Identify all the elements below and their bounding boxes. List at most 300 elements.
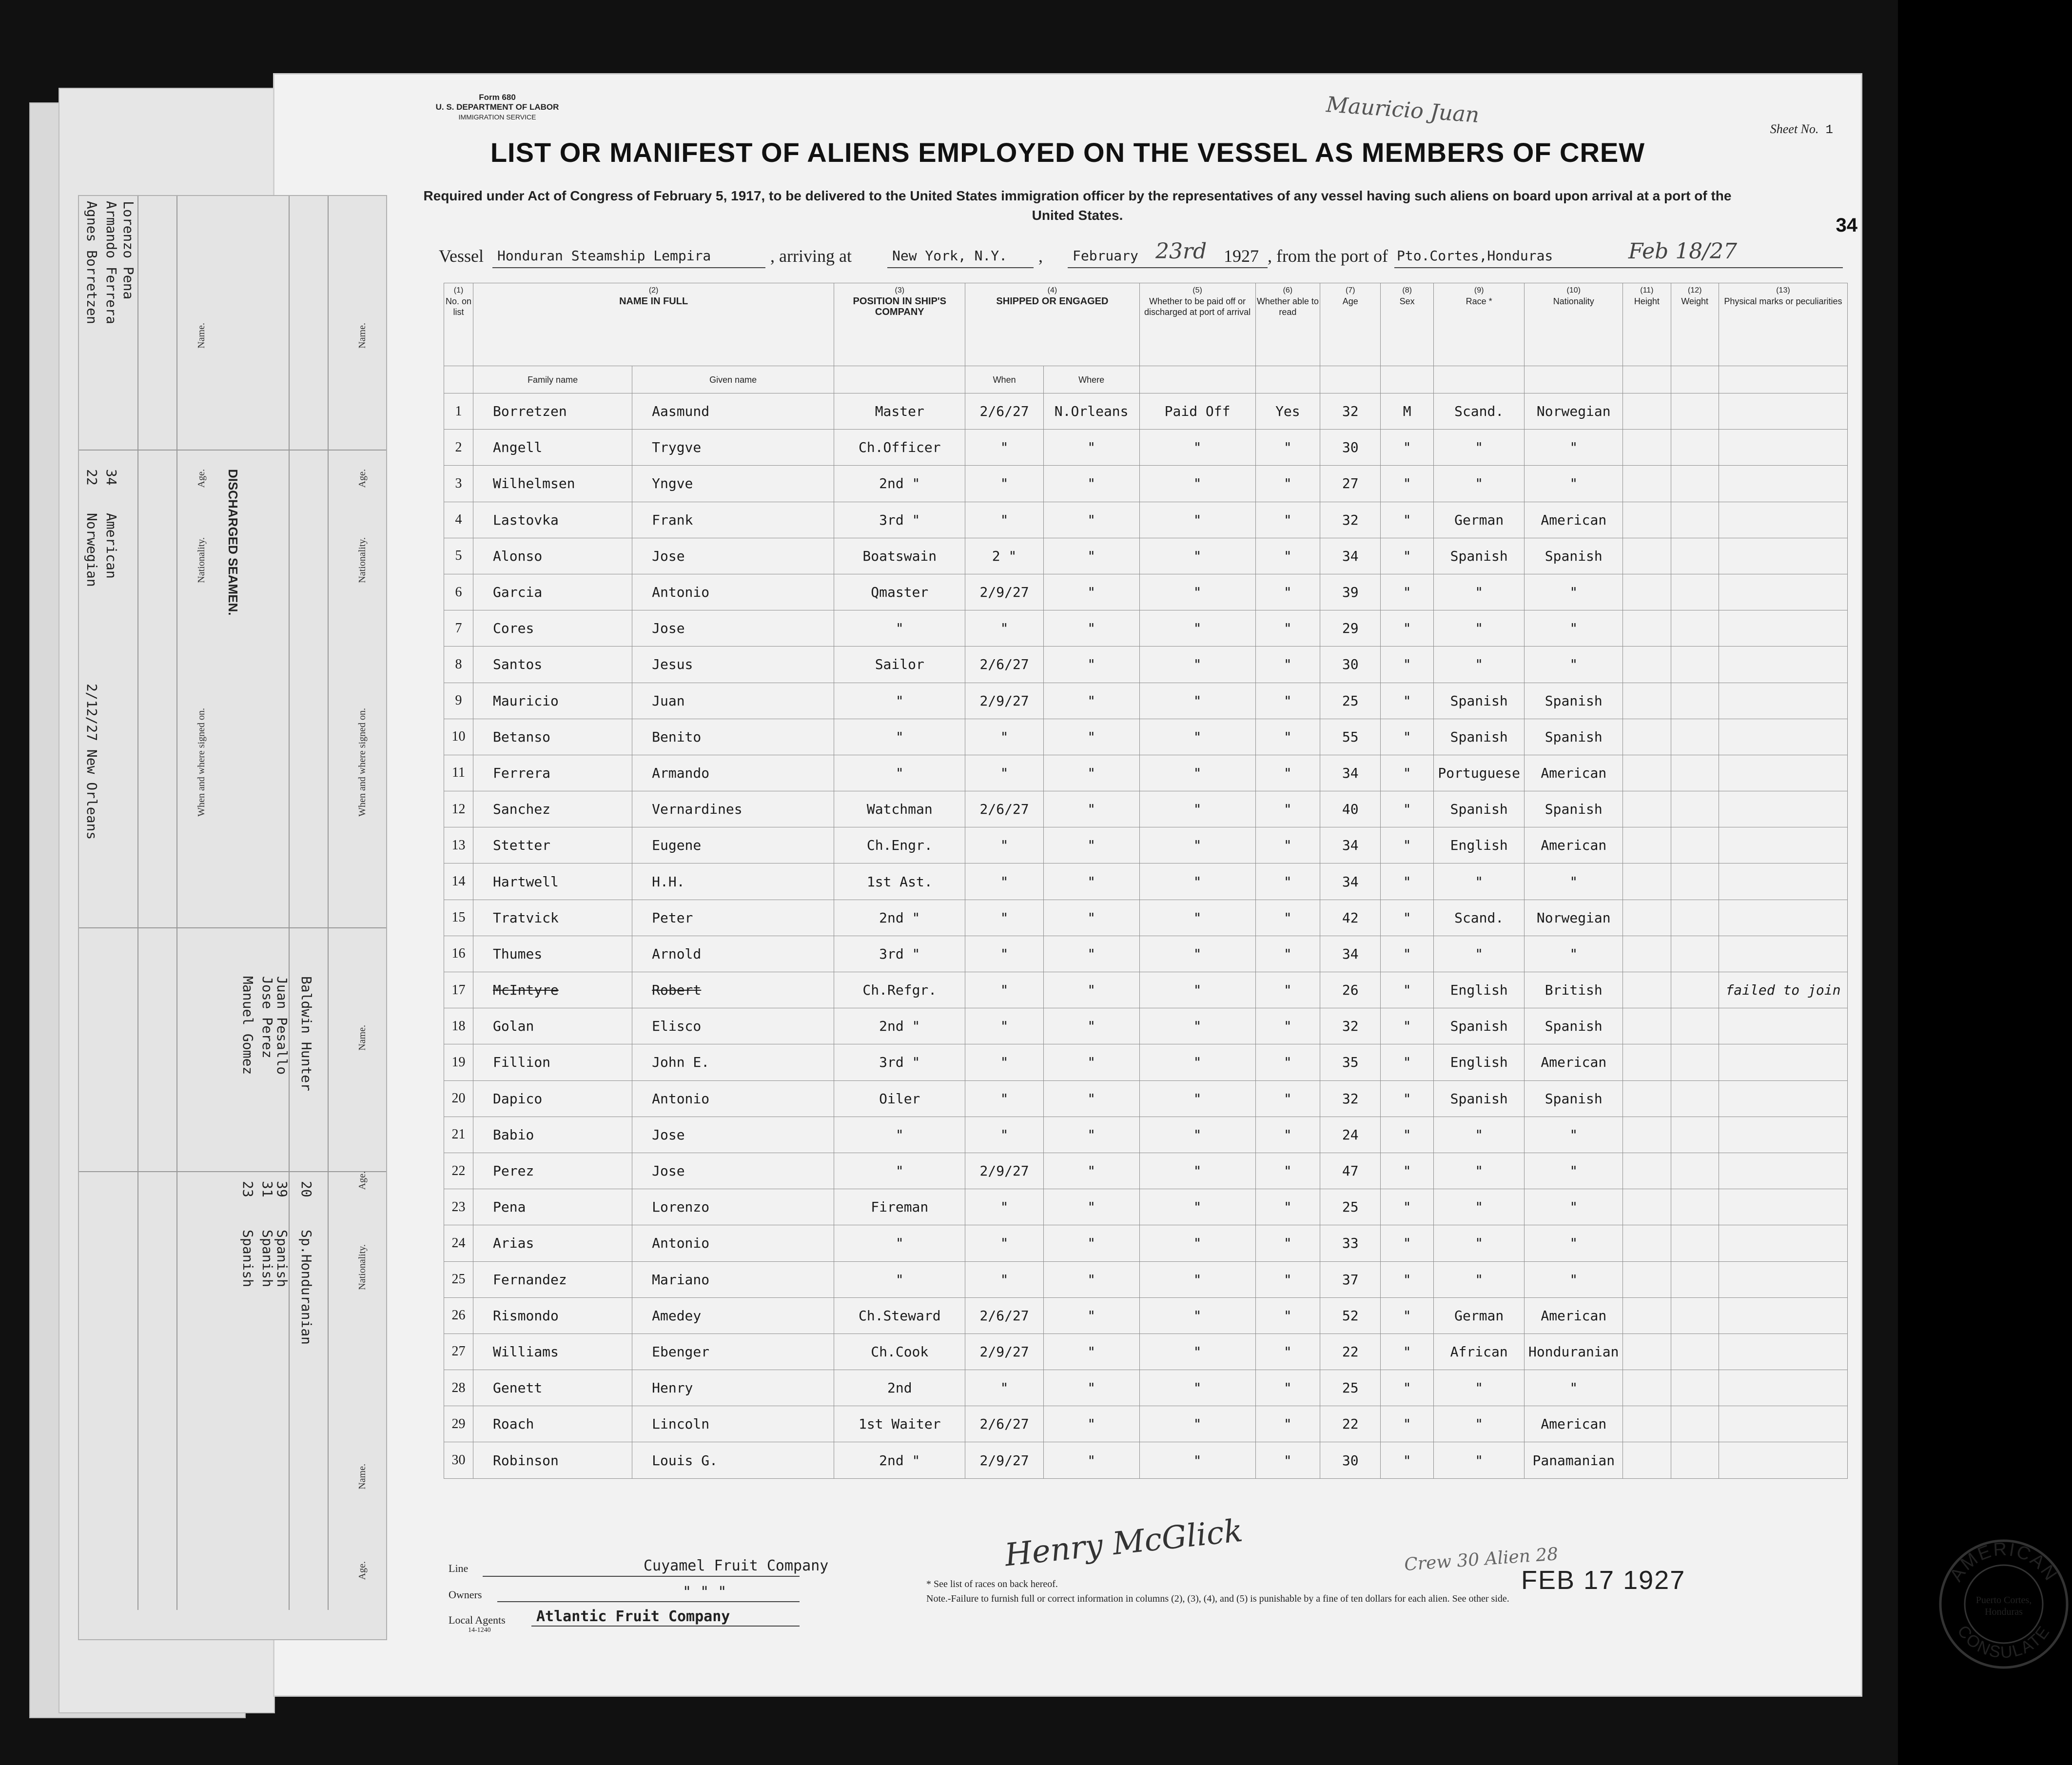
family-name: Ferrera <box>473 755 632 791</box>
sex: " <box>1381 936 1434 972</box>
row-number: 10 <box>444 719 473 755</box>
shipped-when: " <box>965 610 1043 647</box>
shipped-when: 2/9/27 <box>965 1153 1043 1189</box>
age: 25 <box>1320 1189 1381 1225</box>
weight <box>1671 1406 1719 1442</box>
shipped-when: " <box>965 1261 1043 1297</box>
row-number: 15 <box>444 900 473 936</box>
top-handwriting: Mauricio Juan <box>1325 92 1480 128</box>
arriving-label: , arriving at <box>770 246 852 266</box>
paid-off: Paid Off <box>1139 393 1255 430</box>
position: Qmaster <box>834 574 965 610</box>
physical-marks <box>1719 647 1847 683</box>
able-to-read: " <box>1255 1406 1320 1442</box>
shipped-when: " <box>965 1370 1043 1406</box>
height <box>1623 683 1671 719</box>
weight <box>1671 791 1719 827</box>
slip-top-age: 34 <box>103 469 119 486</box>
physical-marks <box>1719 1153 1847 1189</box>
position: Sailor <box>834 647 965 683</box>
given-name: Jose <box>632 610 834 647</box>
race: Spanish <box>1434 791 1525 827</box>
age: 32 <box>1320 1080 1381 1117</box>
age: 47 <box>1320 1153 1381 1189</box>
nationality: Spanish <box>1525 683 1623 719</box>
age: 37 <box>1320 1261 1381 1297</box>
age: 24 <box>1320 1117 1381 1153</box>
shipped-when: 2/6/27 <box>965 791 1043 827</box>
shipped-where: " <box>1043 430 1139 466</box>
family-name: Sanchez <box>473 791 632 827</box>
race: Spanish <box>1434 683 1525 719</box>
crew-table <box>444 283 1848 1479</box>
age: 55 <box>1320 719 1381 755</box>
race: " <box>1434 863 1525 900</box>
sub-header-blank <box>1623 366 1671 393</box>
slip-top-nationality: American <box>103 513 119 579</box>
family-name: Mauricio <box>473 683 632 719</box>
slip-col-nationality: Nationality. <box>357 537 368 583</box>
shipped-when: " <box>965 827 1043 863</box>
row-number: 12 <box>444 791 473 827</box>
nationality: American <box>1525 755 1623 791</box>
able-to-read: " <box>1255 1080 1320 1117</box>
vessel-underline <box>492 267 765 268</box>
paid-off: " <box>1139 900 1255 936</box>
position: " <box>834 1225 965 1261</box>
shipped-where: " <box>1043 683 1139 719</box>
row-number: 22 <box>444 1153 473 1189</box>
race: English <box>1434 972 1525 1008</box>
col-sex-header: (8) Sex <box>1381 283 1434 366</box>
row-number: 9 <box>444 683 473 719</box>
crew-row <box>444 1334 1848 1370</box>
crew-row <box>444 1406 1848 1442</box>
nationality: American <box>1525 502 1623 538</box>
sex: " <box>1381 1044 1434 1080</box>
shipped-where: " <box>1043 827 1139 863</box>
height <box>1623 647 1671 683</box>
given-name: Eugene <box>632 827 834 863</box>
family-name: Pena <box>473 1189 632 1225</box>
shipped-where: " <box>1043 1297 1139 1334</box>
sex: " <box>1381 683 1434 719</box>
date-day: 23rd <box>1155 239 1207 264</box>
seal-top-text: AMERICAN <box>1946 1539 2062 1586</box>
slip-col-when: When and where signed on. <box>196 708 207 817</box>
paid-off: " <box>1139 1297 1255 1334</box>
agents-underline <box>531 1626 800 1627</box>
weight <box>1671 900 1719 936</box>
age: 25 <box>1320 1370 1381 1406</box>
paid-off: " <box>1139 466 1255 502</box>
row-number: 16 <box>444 936 473 972</box>
position: Fireman <box>834 1189 965 1225</box>
age: 39 <box>1320 574 1381 610</box>
race: German <box>1434 1297 1525 1334</box>
sub-header-blank <box>1525 366 1623 393</box>
col-height-header: (11) Height <box>1623 283 1671 366</box>
given-name: Louis G. <box>632 1442 834 1478</box>
family-name: Roach <box>473 1406 632 1442</box>
row-number: 19 <box>444 1044 473 1080</box>
paid-off: " <box>1139 827 1255 863</box>
form-department: U. S. DEPARTMENT OF LABOR <box>435 102 559 112</box>
col-nationality-header: (10) Nationality <box>1525 283 1623 366</box>
race: English <box>1434 1044 1525 1080</box>
row-number: 18 <box>444 1008 473 1044</box>
family-name: Wilhelmsen <box>473 466 632 502</box>
slip-bottom-name: Baldwin Hunter <box>298 976 314 1092</box>
slip-bottom-nationality: Spanish <box>240 1230 256 1288</box>
physical-marks <box>1719 1370 1847 1406</box>
slip-divider <box>328 196 329 1610</box>
height <box>1623 900 1671 936</box>
age: 34 <box>1320 863 1381 900</box>
physical-marks <box>1719 1080 1847 1117</box>
height <box>1623 1080 1671 1117</box>
nationality: British <box>1525 972 1623 1008</box>
form-code: 14-1240 <box>468 1627 491 1634</box>
nationality: Norwegian <box>1525 393 1623 430</box>
crew-row <box>444 393 1848 430</box>
crew-row <box>444 827 1848 863</box>
handwritten-date: Feb 18/27 <box>1628 239 1738 264</box>
weight <box>1671 538 1719 574</box>
slip-rule <box>79 927 386 928</box>
col-position-header: (3) POSITION IN SHIP'S COMPANY <box>834 283 965 366</box>
height <box>1623 610 1671 647</box>
slip-divider <box>289 196 290 1610</box>
row-number: 17 <box>444 972 473 1008</box>
physical-marks <box>1719 466 1847 502</box>
slip-top-name: Lorenzo Pena <box>120 201 137 300</box>
nationality: " <box>1525 1370 1623 1406</box>
nationality: Spanish <box>1525 719 1623 755</box>
nationality: Norwegian <box>1525 900 1623 936</box>
physical-marks <box>1719 1008 1847 1044</box>
sex: " <box>1381 1225 1434 1261</box>
height <box>1623 1008 1671 1044</box>
shipped-where: " <box>1043 791 1139 827</box>
crew-row <box>444 936 1848 972</box>
weight <box>1671 647 1719 683</box>
paid-off: " <box>1139 1334 1255 1370</box>
sheet-number <box>1770 122 1833 137</box>
crew-row <box>444 1442 1848 1478</box>
race: " <box>1434 1261 1525 1297</box>
shipped-where: " <box>1043 1117 1139 1153</box>
race: " <box>1434 466 1525 502</box>
nationality: " <box>1525 1225 1623 1261</box>
given-name: Mariano <box>632 1261 834 1297</box>
slip-bottom-age: 39 <box>274 1181 290 1197</box>
paid-off: " <box>1139 719 1255 755</box>
physical-marks <box>1719 827 1847 863</box>
height <box>1623 1153 1671 1189</box>
height <box>1623 1297 1671 1334</box>
row-number: 2 <box>444 430 473 466</box>
race: German <box>1434 502 1525 538</box>
crew-row <box>444 1297 1848 1334</box>
height <box>1623 1442 1671 1478</box>
arriving-port: New York, N.Y. <box>892 248 1008 264</box>
slip-col-nationality: Nationality. <box>357 1244 368 1290</box>
slip-col-age: Age. <box>357 1171 368 1190</box>
nationality: American <box>1525 1044 1623 1080</box>
shipped-where: " <box>1043 574 1139 610</box>
able-to-read: " <box>1255 827 1320 863</box>
physical-marks: failed to join <box>1719 972 1847 1008</box>
slip-rule <box>79 450 386 451</box>
given-name: Arnold <box>632 936 834 972</box>
agents-label: Local Agents <box>449 1614 506 1626</box>
height <box>1623 755 1671 791</box>
position: Boatswain <box>834 538 965 574</box>
shipped-where: " <box>1043 719 1139 755</box>
sex: " <box>1381 1008 1434 1044</box>
able-to-read: " <box>1255 1117 1320 1153</box>
height <box>1623 1406 1671 1442</box>
sub-header-blank <box>1381 366 1434 393</box>
shipped-where: " <box>1043 1334 1139 1370</box>
date-stamp: FEB 17 1927 <box>1521 1566 1686 1595</box>
vessel-line <box>439 239 1843 271</box>
race: Scand. <box>1434 393 1525 430</box>
nationality: American <box>1525 1406 1623 1442</box>
position: " <box>834 610 965 647</box>
age: 34 <box>1320 827 1381 863</box>
sheet-label: Sheet No. <box>1770 122 1819 136</box>
crew-row <box>444 972 1848 1008</box>
family-name: Fillion <box>473 1044 632 1080</box>
shipped-where: " <box>1043 900 1139 936</box>
physical-marks <box>1719 791 1847 827</box>
sub-header-blank <box>1139 366 1255 393</box>
given-name: Henry <box>632 1370 834 1406</box>
slip-divider <box>137 196 138 1610</box>
weight <box>1671 827 1719 863</box>
weight <box>1671 610 1719 647</box>
crew-row <box>444 610 1848 647</box>
nationality: " <box>1525 863 1623 900</box>
weight <box>1671 574 1719 610</box>
age: 34 <box>1320 538 1381 574</box>
consulate-seal-icon <box>1935 1536 2072 1672</box>
given-name: Jose <box>632 1153 834 1189</box>
sex: " <box>1381 574 1434 610</box>
position: " <box>834 719 965 755</box>
shipped-where: " <box>1043 647 1139 683</box>
given-name: Lincoln <box>632 1406 834 1442</box>
seal-center-1: Puerto Cortes, <box>1975 1595 2032 1606</box>
shipped-when: " <box>965 466 1043 502</box>
height <box>1623 466 1671 502</box>
crew-row <box>444 755 1848 791</box>
col-family-header: Family name <box>473 366 632 393</box>
family-name: Alonso <box>473 538 632 574</box>
able-to-read: " <box>1255 791 1320 827</box>
able-to-read: " <box>1255 1334 1320 1370</box>
shipped-when: " <box>965 1189 1043 1225</box>
paid-off: " <box>1139 574 1255 610</box>
given-name: Lorenzo <box>632 1189 834 1225</box>
age: 22 <box>1320 1334 1381 1370</box>
given-name: H.H. <box>632 863 834 900</box>
family-name: Betanso <box>473 719 632 755</box>
slip-bottom-age: 23 <box>240 1181 256 1197</box>
race: " <box>1434 647 1525 683</box>
comma: , <box>1038 246 1043 266</box>
position: 1st Ast. <box>834 863 965 900</box>
able-to-read: " <box>1255 755 1320 791</box>
position: " <box>834 1261 965 1297</box>
shipped-when: 2/9/27 <box>965 1442 1043 1478</box>
position: 2nd <box>834 1370 965 1406</box>
paid-off: " <box>1139 502 1255 538</box>
given-name: Amedey <box>632 1297 834 1334</box>
sex: " <box>1381 1261 1434 1297</box>
shipped-when: " <box>965 1225 1043 1261</box>
form-header <box>434 93 561 122</box>
weight <box>1671 1080 1719 1117</box>
race: " <box>1434 430 1525 466</box>
race: Spanish <box>1434 719 1525 755</box>
family-name: Borretzen <box>473 393 632 430</box>
given-name: Jose <box>632 1117 834 1153</box>
date-month: February <box>1073 248 1138 264</box>
slip-bottom-age: 20 <box>298 1181 314 1197</box>
family-name: Stetter <box>473 827 632 863</box>
sex: " <box>1381 538 1434 574</box>
race: " <box>1434 574 1525 610</box>
able-to-read: " <box>1255 1225 1320 1261</box>
weight <box>1671 755 1719 791</box>
given-name: Ebenger <box>632 1334 834 1370</box>
crew-row <box>444 683 1848 719</box>
physical-marks <box>1719 538 1847 574</box>
family-name: Dapico <box>473 1080 632 1117</box>
race: " <box>1434 1225 1525 1261</box>
age: 30 <box>1320 1442 1381 1478</box>
nationality: " <box>1525 1117 1623 1153</box>
slip-col-age: Age. <box>196 469 207 488</box>
age: 26 <box>1320 972 1381 1008</box>
nationality: Spanish <box>1525 1008 1623 1044</box>
paid-off: " <box>1139 1406 1255 1442</box>
crew-row <box>444 719 1848 755</box>
physical-marks <box>1719 574 1847 610</box>
weight <box>1671 719 1719 755</box>
weight <box>1671 1370 1719 1406</box>
shipped-when: " <box>965 719 1043 755</box>
weight <box>1671 393 1719 430</box>
position: Ch.Officer <box>834 430 965 466</box>
row-number: 4 <box>444 502 473 538</box>
nationality: " <box>1525 1189 1623 1225</box>
sex: " <box>1381 1117 1434 1153</box>
sex: " <box>1381 755 1434 791</box>
position: 3rd " <box>834 502 965 538</box>
family-name: Rismondo <box>473 1297 632 1334</box>
age: 34 <box>1320 936 1381 972</box>
slip-bottom-nationality: Sp.Honduranian <box>298 1230 314 1345</box>
physical-marks <box>1719 1297 1847 1334</box>
age: 42 <box>1320 900 1381 936</box>
position: " <box>834 1153 965 1189</box>
weight <box>1671 936 1719 972</box>
paid-off: " <box>1139 683 1255 719</box>
given-name: Jose <box>632 538 834 574</box>
family-name: Arias <box>473 1225 632 1261</box>
seal-center-2: Honduras <box>1985 1607 2023 1617</box>
row-number: 8 <box>444 647 473 683</box>
family-name: Hartwell <box>473 863 632 900</box>
shipped-where: " <box>1043 1370 1139 1406</box>
line-underline <box>483 1576 800 1577</box>
able-to-read: " <box>1255 1153 1320 1189</box>
crew-row <box>444 430 1848 466</box>
given-name: Vernardines <box>632 791 834 827</box>
crew-row <box>444 1008 1848 1044</box>
paid-off: " <box>1139 1117 1255 1153</box>
family-name: Genett <box>473 1370 632 1406</box>
race: Portuguese <box>1434 755 1525 791</box>
given-name: Antonio <box>632 1080 834 1117</box>
height <box>1623 1044 1671 1080</box>
slip-bottom-name: Manuel Gomez <box>240 976 256 1075</box>
paid-off: " <box>1139 755 1255 791</box>
position: Ch.Engr. <box>834 827 965 863</box>
family-name: Babio <box>473 1117 632 1153</box>
nationality: Spanish <box>1525 1080 1623 1117</box>
position: Watchman <box>834 791 965 827</box>
row-number: 30 <box>444 1442 473 1478</box>
race: " <box>1434 1442 1525 1478</box>
paid-off: " <box>1139 1008 1255 1044</box>
nationality: " <box>1525 466 1623 502</box>
position: Master <box>834 393 965 430</box>
crew-row <box>444 1044 1848 1080</box>
paid-off: " <box>1139 1153 1255 1189</box>
col-where-header: Where <box>1043 366 1139 393</box>
position: 2nd " <box>834 1442 965 1478</box>
sex: " <box>1381 1334 1434 1370</box>
col-age-header: (7) Age <box>1320 283 1381 366</box>
age: 32 <box>1320 1008 1381 1044</box>
row-number: 26 <box>444 1297 473 1334</box>
age: 25 <box>1320 683 1381 719</box>
paid-off: " <box>1139 610 1255 647</box>
nationality: Panamanian <box>1525 1442 1623 1478</box>
sex: " <box>1381 430 1434 466</box>
sex: " <box>1381 502 1434 538</box>
shipped-where: " <box>1043 936 1139 972</box>
race: " <box>1434 1117 1525 1153</box>
given-name: Yngve <box>632 466 834 502</box>
owners-label: Owners <box>449 1588 482 1601</box>
slip-top-when: 2/12/27 New Orleans <box>84 684 100 840</box>
crew-tally: Crew 30 Alien 28 <box>1403 1544 1559 1575</box>
given-name: Frank <box>632 502 834 538</box>
able-to-read: " <box>1255 647 1320 683</box>
col-weight-header: (12) Weight <box>1671 283 1719 366</box>
weight <box>1671 1225 1719 1261</box>
sex: " <box>1381 863 1434 900</box>
date-year: 1927 <box>1224 246 1259 266</box>
position: 2nd " <box>834 1008 965 1044</box>
crew-row <box>444 1261 1848 1297</box>
